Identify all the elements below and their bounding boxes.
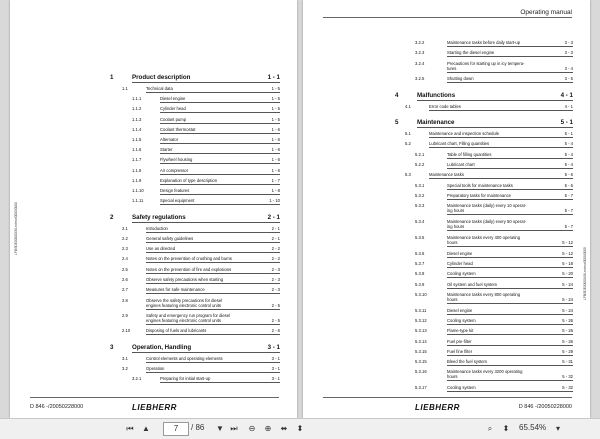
toc-entry-number: 4 xyxy=(395,92,399,99)
toc-entry-number: 5.3.15 xyxy=(415,359,427,364)
toc-entry-underline xyxy=(447,199,573,200)
toc-entry-title: Shutting down xyxy=(447,76,474,81)
toc-entry-title: Malfunctions xyxy=(417,92,456,99)
toc-entry-page: 5 - 32 xyxy=(562,385,573,390)
toc-entry-title: Observe the safety precautions for diesel xyxy=(146,298,223,303)
toc-entry-page: 2 - 3 xyxy=(271,267,280,272)
toc-entry-number: 3.2 xyxy=(122,366,128,371)
toc-entry-title-continued: hours xyxy=(447,240,458,245)
toc-entry-underline xyxy=(160,153,280,154)
toc-entry-page: 1 - 1 xyxy=(267,74,280,81)
toc-entry-underline xyxy=(447,56,573,57)
toc-entry-title: Maintenance tasks (daily) every 50 operat- xyxy=(447,219,527,224)
toc-entry-title: Table of filling quantities xyxy=(447,152,492,157)
toc-entry-number: 5 xyxy=(395,119,399,126)
toc-entry-page: 3 - 4 xyxy=(564,66,573,71)
toc-entry-title-continued: ing hours xyxy=(447,224,465,229)
toc-entry-page: 1 - 10 xyxy=(269,198,280,203)
toc-entry-page: 5 - 24 xyxy=(562,308,573,313)
toc-entry-title-continued: tures xyxy=(447,66,457,71)
toc-entry-page: 5 - 32 xyxy=(562,374,573,379)
toc-entry-title: Notes on the prevention of fire and explosions xyxy=(146,267,232,272)
right-side-label: LFB/3DE0000045/Lecteur/0000/0000 xyxy=(583,247,587,300)
toc-entry-number: 3 xyxy=(110,344,114,351)
toc-entry-number: 5.3.11 xyxy=(415,308,427,313)
toc-entry-page: 4 - 1 xyxy=(560,92,573,99)
toc-entry-number: 1.1.11 xyxy=(132,198,144,203)
toc-entry-underline xyxy=(132,352,280,353)
toc-entry-title: Bleed the fuel system xyxy=(447,359,488,364)
toc-entry-page: 1 - 5 xyxy=(271,106,280,111)
toc-entry-number: 5.3.9 xyxy=(415,282,425,287)
toc-entry-title-continued: ing hours xyxy=(447,208,465,213)
toc-entry-page: 2 - 3 xyxy=(271,277,280,282)
toc-entry-underline xyxy=(447,267,573,268)
toc-entry-underline xyxy=(146,92,280,93)
toc-entry-number: 1.1.2 xyxy=(132,106,142,111)
toc-entry-page: 1 - 7 xyxy=(271,178,280,183)
left-side-label: LFB/3DE0000045/Lecteur/0000/0000 xyxy=(14,202,18,255)
toc-entry-number: 5.3 xyxy=(405,172,411,177)
toc-entry-title: Alternator xyxy=(160,137,179,142)
toc-entry-page: 1 - 5 xyxy=(271,86,280,91)
toc-entry-page: 3 - 5 xyxy=(564,76,573,81)
toc-entry-title-continued: engines featuring electronic control units xyxy=(146,318,221,323)
toc-entry-underline xyxy=(447,334,573,335)
toc-entry-page: 1 - 6 xyxy=(271,147,280,152)
right-logo: LIEBHERR xyxy=(415,403,460,412)
toc-entry-page: 4 - 1 xyxy=(564,104,573,109)
toc-entry-number: 2.9 xyxy=(122,313,128,318)
search-icon[interactable]: ⌕ xyxy=(487,424,493,433)
toc-entry-page: 2 - 2 xyxy=(271,246,280,251)
toc-entry-title: Safety regulations xyxy=(132,214,186,221)
toc-entry-page: 3 - 1 xyxy=(271,366,280,371)
toc-entry-title: Cooling system xyxy=(447,385,476,390)
toc-entry-underline xyxy=(146,283,280,284)
toc-entry-underline xyxy=(447,246,573,247)
toc-entry-number: 5.2.1 xyxy=(415,152,425,157)
toc-entry-underline xyxy=(429,110,573,111)
toc-entry-page: 5 - 4 xyxy=(564,162,573,167)
toc-entry-page: 5 - 24 xyxy=(562,297,573,302)
toc-entry-number: 1.1 xyxy=(122,86,128,91)
toc-entry-title: Flame-type kit xyxy=(447,328,474,333)
toc-entry-underline xyxy=(429,137,573,138)
last-page-button[interactable]: ⏭ xyxy=(230,424,238,433)
toc-entry-underline xyxy=(447,345,573,346)
toc-entry-title: Safety and emergency run program for diesel xyxy=(146,313,231,318)
toc-entry-page: 3 - 3 xyxy=(564,40,573,45)
toc-entry-number: 3.2.1 xyxy=(132,376,142,381)
toc-entry-title: Maintenance xyxy=(417,119,455,126)
toc-entry-title: Technical data xyxy=(146,86,173,91)
toc-entry-page: 5 - 18 xyxy=(562,261,573,266)
toc-entry-underline xyxy=(160,184,280,185)
toc-entry-title: Design features xyxy=(160,188,190,193)
toc-entry-number: 2.1 xyxy=(122,226,128,231)
toc-entry-page: 5 - 29 xyxy=(562,349,573,354)
toc-entry-number: 5.3.13 xyxy=(415,328,427,333)
toc-entry-page: 5 - 1 xyxy=(560,119,573,126)
toc-entry-number: 1.1.9 xyxy=(132,178,142,183)
toc-entry-underline xyxy=(447,391,573,392)
toc-entry-title: Special tools for maintenance tasks xyxy=(447,183,513,188)
toc-entry-title: Explanation of type description xyxy=(160,178,218,183)
toc-entry-number: 5.3.10 xyxy=(415,292,427,297)
toc-entry-underline xyxy=(146,262,280,263)
toc-entry-underline xyxy=(160,174,280,175)
toc-entry-page: 1 - 6 xyxy=(271,157,280,162)
toc-entry-page: 3 - 1 xyxy=(267,344,280,351)
toc-entry-title: Maintenance tasks every 3200 operating xyxy=(447,369,523,374)
toc-entry-page: 2 - 3 xyxy=(271,287,280,292)
zoom-fit-icon[interactable]: ⬍ xyxy=(502,424,510,433)
toc-entry-underline xyxy=(447,257,573,258)
toc-entry-number: 2.8 xyxy=(122,298,128,303)
toc-entry-title: Starter xyxy=(160,147,173,152)
toc-entry-number: 3.2.3 xyxy=(415,50,425,55)
toc-entry-title: Maintenance tasks xyxy=(429,172,464,177)
toc-entry-number: 5.3.1 xyxy=(415,183,425,188)
toc-entry-title: Cylinder head xyxy=(447,261,473,266)
toc-entry-number: 3.1 xyxy=(122,356,128,361)
toc-entry-title: Flywheel housing xyxy=(160,157,193,162)
toc-entry-underline xyxy=(160,163,280,164)
toc-entry-number: 1.1.6 xyxy=(132,147,142,152)
toc-entry-number: 1.1.5 xyxy=(132,137,142,142)
toc-entry-number: 5.3.15 xyxy=(415,349,427,354)
toc-entry-page: 5 - 26 xyxy=(562,318,573,323)
toc-entry-page: 1 - 6 xyxy=(271,137,280,142)
toc-entry-number: 1.1.4 xyxy=(132,127,142,132)
toc-entry-page: 5 - 7 xyxy=(564,193,573,198)
toc-entry-underline xyxy=(447,324,573,325)
toc-entry-page: 5 - 6 xyxy=(564,172,573,177)
toc-entry-number: 3.2.4 xyxy=(415,61,425,66)
toc-entry-number: 5.3.14 xyxy=(415,339,427,344)
toc-entry-title: Observe safety precautions when starting xyxy=(146,277,224,282)
toc-entry-underline xyxy=(146,309,280,310)
toc-entry-underline xyxy=(447,365,573,366)
toc-entry-number: 2.10 xyxy=(122,328,131,333)
toc-entry-number: 5.3.16 xyxy=(415,369,427,374)
previous-page-button[interactable]: ▲ xyxy=(142,424,150,433)
toc-entry-underline xyxy=(132,222,280,223)
toc-entry-underline xyxy=(160,133,280,134)
toc-entry-number: 3.2.2 xyxy=(415,40,425,45)
toc-entry-title: Maintenance tasks (daily) every 10 operat- xyxy=(447,203,527,208)
toc-entry-underline xyxy=(447,288,573,289)
toc-entry-number: 1 xyxy=(110,74,114,81)
toc-entry-underline xyxy=(160,123,280,124)
toc-entry-title-continued: engines featuring electronic control units xyxy=(146,303,221,308)
toc-entry-title: Preparing for initial start-up xyxy=(160,376,211,381)
toc-entry-title: Operation, Handling xyxy=(132,344,192,351)
toc-entry-page: 5 - 6 xyxy=(564,183,573,188)
toc-entry-page: 1 - 5 xyxy=(271,117,280,122)
right-document-page xyxy=(303,0,590,418)
toc-entry-number: 5.3.2 xyxy=(415,193,425,198)
toc-entry-title-continued: hours xyxy=(447,297,458,302)
toc-entry-underline xyxy=(447,46,573,47)
left-document-page xyxy=(10,0,297,418)
toc-entry-title: Operation xyxy=(146,366,165,371)
toc-entry-title-continued: hours xyxy=(447,374,458,379)
toc-entry-number: 5.3.3 xyxy=(415,203,425,208)
toc-entry-number: 5.3.12 xyxy=(415,318,427,323)
toc-entry-number: 1.1.8 xyxy=(132,168,142,173)
toc-entry-title: Error code tables xyxy=(429,104,461,109)
toc-entry-underline xyxy=(447,277,573,278)
toc-entry-underline xyxy=(447,72,573,73)
toc-entry-page: 2 - 1 xyxy=(267,214,280,221)
toc-entry-underline xyxy=(447,82,573,83)
toc-entry-underline xyxy=(447,189,573,190)
left-footer-code: D 846 -/20050228000 xyxy=(30,404,84,410)
toc-entry-page: 2 - 2 xyxy=(271,256,280,261)
toc-entry-title: Special equipment xyxy=(160,198,195,203)
toc-entry-underline xyxy=(160,194,280,195)
fit-page-button[interactable]: ⬍ xyxy=(296,424,304,433)
toc-entry-title: Air compressor xyxy=(160,168,189,173)
left-logo: LIEBHERR xyxy=(132,403,177,412)
toc-entry-underline xyxy=(160,382,280,383)
toc-entry-number: 1.1.1 xyxy=(132,96,142,101)
page-total: / 86 xyxy=(191,423,205,432)
toc-entry-underline xyxy=(146,273,280,274)
toc-entry-underline xyxy=(146,242,280,243)
page-number-input[interactable]: 7 xyxy=(163,422,189,436)
toc-entry-underline xyxy=(160,112,280,113)
toc-entry-page: 5 - 12 xyxy=(562,240,573,245)
toc-entry-title: Precautions for starting up in icy tempera- xyxy=(447,61,525,66)
toc-entry-page: 5 - 7 xyxy=(564,224,573,229)
toc-entry-title: Notes on the prevention of crushing and burns xyxy=(146,256,232,261)
toc-entry-title: Cooling system xyxy=(447,318,476,323)
zoom-dropdown-icon[interactable]: ▾ xyxy=(555,424,560,433)
toc-entry-page: 3 - 3 xyxy=(564,50,573,55)
toc-entry-number: 5.3.5 xyxy=(415,235,425,240)
toc-entry-title: Diesel engine xyxy=(447,251,473,256)
toc-entry-underline xyxy=(146,232,280,233)
zoom-in-button[interactable]: ⊕ xyxy=(264,424,272,433)
toc-entry-title: Maintenance tasks every 800 operating xyxy=(447,292,521,297)
toc-entry-underline xyxy=(146,293,280,294)
toc-entry-title: Preparatory tasks for maintenance xyxy=(447,193,512,198)
toc-entry-number: 1.1.3 xyxy=(132,117,142,122)
first-page-button[interactable]: ⏮ xyxy=(126,424,134,433)
toc-entry-title: Lubricant chart, Filling quantities xyxy=(429,141,490,146)
toc-entry-page: 5 - 26 xyxy=(562,328,573,333)
toc-entry-underline xyxy=(146,334,280,335)
toc-entry-title: General safety guidelines xyxy=(146,236,194,241)
viewer-toolbar xyxy=(0,418,600,439)
toc-entry-title: Measures for safe maintenance xyxy=(146,287,205,292)
toc-entry-number: 1.1.10 xyxy=(132,188,144,193)
toc-entry-underline xyxy=(160,143,280,144)
toc-entry-title: Product description xyxy=(132,74,191,81)
toc-entry-title: Coolant thermostat xyxy=(160,127,196,132)
toc-entry-number: 2.7 xyxy=(122,287,128,292)
toc-entry-title: Lubricant chart xyxy=(447,162,475,167)
toc-entry-number: 2.2 xyxy=(122,236,128,241)
toc-entry-number: 3.2.5 xyxy=(415,76,425,81)
zoom-level[interactable]: 65.54% xyxy=(519,423,547,432)
toc-entry-page: 5 - 24 xyxy=(562,282,573,287)
toc-entry-underline xyxy=(447,214,573,215)
toc-entry-title: Maintenance and inspection schedule xyxy=(429,131,500,136)
toc-entry-underline xyxy=(160,102,280,103)
toc-entry-number: 5.2 xyxy=(405,141,411,146)
toc-entry-underline xyxy=(132,82,280,83)
toc-entry-page: 1 - 6 xyxy=(271,168,280,173)
zoom-out-button[interactable]: ⊖ xyxy=(248,424,256,433)
fit-width-button[interactable]: ⬌ xyxy=(280,424,288,433)
toc-entry-number: 2.4 xyxy=(122,256,128,261)
toc-entry-page: 5 - 20 xyxy=(562,271,573,276)
toc-entry-title: Maintenance tasks before daily start-up xyxy=(447,40,521,45)
toc-entry-page: 2 - 5 xyxy=(271,318,280,323)
toc-entry-page: 5 - 12 xyxy=(562,251,573,256)
toc-entry-underline xyxy=(447,168,573,169)
toc-entry-title: Oil system and fuel system xyxy=(447,282,498,287)
toc-entry-page: 2 - 5 xyxy=(271,303,280,308)
toc-entry-title: Diesel engine xyxy=(160,96,186,101)
toc-entry-underline xyxy=(146,252,280,253)
toc-entry-title: Use as directed xyxy=(146,246,176,251)
toc-entry-underline xyxy=(447,303,573,304)
toc-entry-underline xyxy=(447,230,573,231)
toc-entry-page: 3 - 1 xyxy=(271,376,280,381)
toc-entry-title: Cylinder head xyxy=(160,106,186,111)
toc-entry-number: 4.1 xyxy=(405,104,411,109)
toc-entry-underline xyxy=(447,158,573,159)
toc-entry-title: Disposing of fuels and lubricants xyxy=(146,328,207,333)
toc-entry-page: 5 - 1 xyxy=(564,131,573,136)
page-header-title: Operating manual xyxy=(520,9,572,16)
toc-entry-page: 5 - 4 xyxy=(564,152,573,157)
toc-entry-underline xyxy=(146,372,280,373)
toc-entry-page: 5 - 7 xyxy=(564,208,573,213)
footer-divider xyxy=(323,397,572,398)
toc-entry-title: Fuel pre-filter xyxy=(447,339,472,344)
right-footer-code: D 846 -/20050228000 xyxy=(518,404,572,410)
toc-entry-underline xyxy=(447,314,573,315)
toc-entry-underline xyxy=(447,380,573,381)
toc-entry-page: 1 - 6 xyxy=(271,127,280,132)
toc-entry-underline xyxy=(146,324,280,325)
toc-entry-number: 5.3.7 xyxy=(415,261,425,266)
toc-entry-title: Diesel engine xyxy=(447,308,473,313)
toc-entry-number: 1.1.7 xyxy=(132,157,142,162)
toc-entry-page: 5 - 4 xyxy=(564,141,573,146)
toc-entry-title: Coolant pump xyxy=(160,117,187,122)
toc-entry-underline xyxy=(417,100,573,101)
toc-entry-title: Starting the diesel engine xyxy=(447,50,495,55)
toc-entry-underline xyxy=(447,355,573,356)
toc-entry-number: 5.1 xyxy=(405,131,411,136)
toc-entry-page: 1 - 8 xyxy=(271,188,280,193)
footer-divider xyxy=(30,397,279,398)
next-page-button[interactable]: ▼ xyxy=(216,424,224,433)
toc-entry-underline xyxy=(160,204,280,205)
toc-entry-title: Introduction xyxy=(146,226,168,231)
toc-entry-title: Control elements and operating elements xyxy=(146,356,223,361)
toc-entry-title: Cooling system xyxy=(447,271,476,276)
toc-entry-title: Fuel fine filter xyxy=(447,349,473,354)
toc-entry-number: 2.6 xyxy=(122,277,128,282)
toc-entry-number: 5.2.2 xyxy=(415,162,425,167)
toc-entry-number: 2.3 xyxy=(122,246,128,251)
toc-entry-number: 5.3.8 xyxy=(415,271,425,276)
toc-entry-page: 1 - 5 xyxy=(271,96,280,101)
toc-entry-page: 5 - 26 xyxy=(562,339,573,344)
toc-entry-number: 5.3.17 xyxy=(415,385,427,390)
toc-entry-underline xyxy=(429,147,573,148)
toc-entry-page: 5 - 31 xyxy=(562,359,573,364)
toc-entry-number: 2 xyxy=(110,214,114,221)
toc-entry-number: 5.3.4 xyxy=(415,219,425,224)
toc-entry-title: Maintenance tasks every 400 operating xyxy=(447,235,521,240)
toc-entry-page: 2 - 6 xyxy=(271,328,280,333)
toc-entry-number: 5.3.6 xyxy=(415,251,425,256)
toc-entry-page: 2 - 1 xyxy=(271,226,280,231)
toc-entry-number: 2.5 xyxy=(122,267,128,272)
header-divider xyxy=(323,17,572,18)
toc-entry-page: 3 - 1 xyxy=(271,356,280,361)
toc-entry-underline xyxy=(429,178,573,179)
toc-entry-underline xyxy=(417,127,573,128)
toc-entry-page: 2 - 1 xyxy=(271,236,280,241)
toc-entry-underline xyxy=(146,362,280,363)
